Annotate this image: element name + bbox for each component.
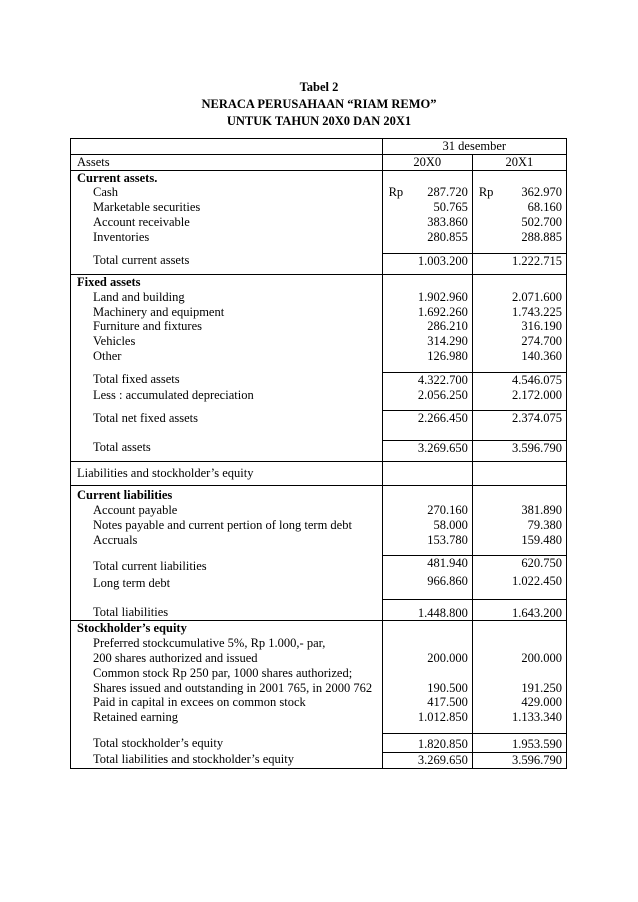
section-title: Fixed assets	[71, 275, 383, 290]
table-row-total	[71, 733, 567, 752]
row-label: Total liabilities and stockholder’s equity	[93, 752, 294, 767]
row-label: Less : accumulated depreciation	[93, 387, 254, 402]
table-row	[71, 710, 567, 725]
value-20x0: 270.160	[427, 503, 468, 518]
table-row	[71, 666, 567, 681]
assets-header: Assets	[71, 154, 383, 170]
table-row	[71, 200, 567, 215]
row-label: Long term debt	[93, 575, 171, 590]
value-20x0: 1.003.200	[417, 253, 468, 268]
value-20x1: 191.250	[521, 680, 562, 695]
row-label: Total current assets	[93, 253, 190, 268]
value-20x1: 429.000	[521, 695, 562, 710]
row-label: Vehicles	[93, 334, 136, 349]
value-20x1: 502.700	[521, 214, 562, 229]
currency-label: Rp	[478, 185, 494, 200]
table-row	[71, 215, 567, 230]
row-label: Inventories	[93, 229, 150, 244]
value-20x0: 190.500	[427, 680, 468, 695]
value-20x0: 481.940	[427, 556, 468, 571]
value-20x0: 1.448.800	[417, 605, 468, 620]
row-label: Accruals	[93, 532, 138, 547]
row-label: Cash	[93, 185, 118, 200]
value-20x0: 280.855	[427, 229, 468, 244]
value-20x1: 1.022.450	[512, 573, 562, 588]
value-20x0: 2.056.250	[417, 387, 468, 402]
table-row-total	[71, 372, 567, 387]
value-20x0: 200.000	[427, 650, 468, 665]
section-current-liabilities	[71, 486, 567, 503]
value-20x1: 3.596.790	[512, 440, 562, 455]
value-20x1: 274.700	[521, 334, 562, 349]
section-title: Current assets.	[71, 170, 383, 185]
table-row-total-assets	[71, 440, 567, 462]
value-20x1: 140.360	[521, 349, 562, 364]
table-row	[71, 681, 567, 696]
value-20x1: 362.970	[521, 185, 562, 200]
value-20x0: 3.269.650	[417, 440, 468, 455]
table-row	[71, 319, 567, 334]
value-20x1: 288.885	[521, 229, 562, 244]
row-label: Account payable	[93, 503, 178, 518]
liabilities-header: Liabilities and stockholder’s equity	[71, 462, 383, 486]
row-label: 200 shares authorized and issued	[93, 650, 258, 665]
table-number: Tabel 2	[299, 80, 339, 94]
table-row-total	[71, 556, 567, 574]
header-row-period	[71, 139, 567, 155]
value-20x1: 2.172.000	[512, 387, 562, 402]
row-label: Marketable securities	[93, 200, 201, 215]
table-row	[71, 290, 567, 305]
value-20x1: 200.000	[521, 650, 562, 665]
row-label: Furniture and fixtures	[93, 319, 203, 334]
table-row-total	[71, 411, 567, 432]
section-title: Stockholder’s equity	[71, 621, 383, 636]
table-row	[71, 518, 567, 533]
value-20x1: 1.743.225	[512, 304, 562, 319]
row-label: Retained earning	[93, 710, 179, 725]
value-20x0: 1.820.850	[417, 736, 468, 751]
value-20x0: 58.000	[433, 517, 468, 532]
row-label: Land and building	[93, 289, 185, 304]
value-20x0: 286.210	[427, 319, 468, 334]
value-20x1: 4.546.075	[512, 372, 562, 387]
row-label: Total net fixed assets	[93, 410, 198, 425]
row-label: Account receivable	[93, 214, 190, 229]
value-20x0: 383.860	[427, 214, 468, 229]
row-label: Paid in capital in excees on common stock	[93, 695, 306, 710]
col-20x1-header: 20X1	[472, 154, 566, 170]
table-row-grand-total	[71, 752, 567, 768]
document-title	[0, 79, 638, 130]
value-20x0: 153.780	[427, 532, 468, 547]
balance-sheet-table	[70, 138, 567, 769]
value-20x0: 966.860	[427, 573, 468, 588]
row-label: Total stockholder’s equity	[93, 736, 224, 751]
value-20x0: 2.266.450	[417, 411, 468, 426]
value-20x0: 126.980	[427, 349, 468, 364]
currency-label: Rp	[388, 185, 404, 200]
value-20x1: 2.374.075	[512, 411, 562, 426]
table-row	[71, 388, 567, 403]
table-row-total	[71, 253, 567, 275]
table-row	[71, 574, 567, 591]
row-label: Total current liabilities	[93, 558, 207, 573]
section-stockholders-equity	[71, 621, 567, 636]
company-title: NERACA PERUSAHAAN “RIAM REMO”	[201, 97, 437, 111]
value-20x0: 287.720	[427, 185, 468, 200]
table-row	[71, 651, 567, 666]
section-title: Current liabilities	[71, 486, 383, 503]
value-20x1: 1.222.715	[512, 253, 562, 268]
row-label: Notes payable and current pertion of long term debt	[93, 517, 352, 532]
table-row	[71, 349, 567, 364]
table-row-total	[71, 599, 567, 621]
value-20x0: 314.290	[427, 334, 468, 349]
row-label: Preferred stockcumulative 5%, Rp 1.000,- par,	[93, 636, 326, 651]
table-row	[71, 305, 567, 320]
value-20x1: 3.596.790	[512, 752, 562, 767]
table-row	[71, 334, 567, 349]
row-label: Shares issued and outstanding in 2001 765, in 2000 762	[93, 680, 373, 695]
section-fixed-assets	[71, 275, 567, 290]
value-20x0: 1.012.850	[417, 710, 468, 725]
table-row	[71, 636, 567, 651]
table-row	[71, 695, 567, 710]
value-20x1: 620.750	[521, 556, 562, 571]
value-20x0: 417.500	[427, 695, 468, 710]
value-20x0: 4.322.700	[417, 372, 468, 387]
period-title: UNTUK TAHUN 20X0 DAN 20X1	[226, 114, 412, 128]
section-current-assets	[71, 170, 567, 185]
value-20x1: 381.890	[521, 503, 562, 518]
row-label: Common stock Rp 250 par, 1000 shares authorized;	[93, 665, 353, 680]
col-20x0-header: 20X0	[382, 154, 472, 170]
value-20x1: 159.480	[521, 532, 562, 547]
value-20x1: 1.953.590	[512, 736, 562, 751]
value-20x1: 68.160	[527, 200, 562, 215]
value-20x0: 3.269.650	[417, 752, 468, 767]
row-label: Total liabilities	[93, 605, 169, 620]
value-20x1: 1.133.340	[512, 710, 562, 725]
table-row	[71, 533, 567, 548]
value-20x0: 1.902.960	[417, 289, 468, 304]
row-label: Machinery and equipment	[93, 304, 225, 319]
table-row	[71, 185, 567, 200]
value-20x1: 1.643.200	[512, 605, 562, 620]
table-row	[71, 230, 567, 245]
value-20x1: 2.071.600	[512, 289, 562, 304]
row-label: Total assets	[93, 440, 151, 455]
liabilities-header-row	[71, 462, 567, 486]
value-20x0: 50.765	[433, 200, 468, 215]
table-row	[71, 503, 567, 518]
row-label: Other	[93, 349, 122, 364]
header-row-columns	[71, 154, 567, 170]
period-header: 31 desember	[382, 139, 566, 155]
value-20x1: 79.380	[527, 517, 562, 532]
value-20x0: 1.692.260	[417, 304, 468, 319]
row-label: Total fixed assets	[93, 372, 180, 387]
value-20x1: 316.190	[521, 319, 562, 334]
